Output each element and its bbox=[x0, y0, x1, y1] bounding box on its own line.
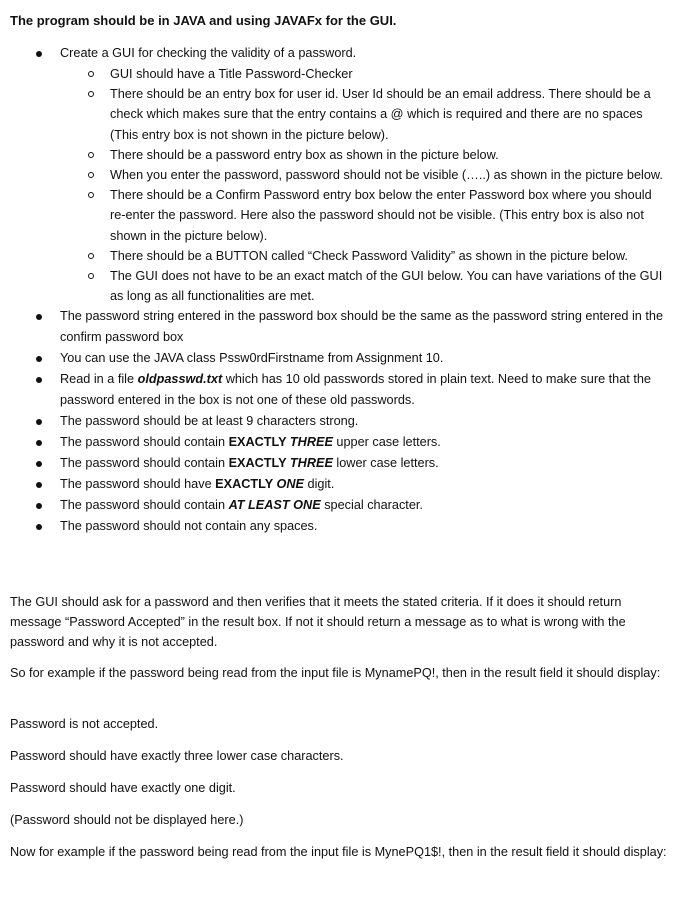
list-item bbox=[10, 43, 670, 306]
emphasis-bold-italic: ONE bbox=[276, 477, 305, 492]
sublist-item: There should be a Confirm Password entry box below the enter Password box where you should re-enter the password. Here also the password should not be visible. (This entry box is also not shown in the picture below). bbox=[10, 185, 670, 246]
paragraph-example-2: Now for example if the password being read from the input file is MynePQ1$!, then in the result field it should display: bbox=[10, 845, 667, 859]
paragraph-gui-criteria: The GUI should ask for a password and then verifies that it meets the stated criteria. If it does it should return message “Password Accepted” in the result box. If not it should return a message as to what is wrong with the password and why it is not accepted. bbox=[10, 595, 626, 649]
emphasis-bold-italic: AT LEAST ONE bbox=[228, 498, 321, 513]
list-item-text: upper case letters. bbox=[332, 435, 441, 450]
sublist-item: When you enter the password, password should not be visible (…..) as shown in the picture below. bbox=[10, 165, 670, 185]
list-item: The password string entered in the password box should be the same as the password string entered in the confirm password box bbox=[10, 306, 670, 348]
list-item-text: The password should contain bbox=[60, 435, 229, 450]
list-item-text: which has 10 old passwords stored in plain text. Need to make sure that the password entered in the box is not one of these old passwords. bbox=[60, 372, 651, 408]
gui-sublist bbox=[60, 64, 670, 306]
list-item-text: The password should contain bbox=[60, 498, 229, 513]
emphasis-bold: EXACTLY bbox=[215, 477, 277, 492]
list-item bbox=[10, 432, 670, 453]
document-heading: The program should be in JAVA and using JAVAFx for the GUI. bbox=[10, 13, 397, 28]
result-line: Password is not accepted. bbox=[10, 717, 159, 731]
sublist-item: There should be a password entry box as shown in the picture below. bbox=[10, 145, 670, 165]
emphasis-bold-italic: THREE bbox=[289, 435, 333, 450]
list-item-text: digit. bbox=[304, 477, 335, 492]
list-item bbox=[10, 453, 670, 474]
list-item-text: The password should contain bbox=[60, 456, 229, 471]
list-item-text: lower case letters. bbox=[332, 456, 439, 471]
sublist-item: The GUI does not have to be an exact match of the GUI below. You can have variations of the GUI as long as all functionalities are met. bbox=[10, 266, 670, 306]
list-item: The password should be at least 9 characters strong. bbox=[10, 411, 670, 432]
emphasis-bold: EXACTLY bbox=[228, 435, 290, 450]
list-item-text: The password should have bbox=[60, 477, 216, 492]
sublist-item: GUI should have a Title Password-Checker bbox=[10, 64, 670, 84]
sublist-item: There should be an entry box for user id. User Id should be an email address. There should be a check which makes sure that the entry contains a @ which is required and there are no spaces (This entry box is not shown in the picture below). bbox=[10, 84, 670, 145]
list-item-text: Create a GUI for checking the validity of a password. bbox=[60, 46, 357, 60]
sublist-item: There should be a BUTTON called “Check Password Validity” as shown in the picture below. bbox=[10, 246, 670, 266]
list-item bbox=[10, 369, 670, 411]
list-item-text: Read in a file bbox=[60, 372, 138, 387]
list-item-text: special character. bbox=[320, 498, 423, 513]
requirements-list bbox=[10, 43, 670, 537]
result-line: Password should have exactly one digit. bbox=[10, 781, 236, 795]
list-item bbox=[10, 474, 670, 495]
note-line: (Password should not be displayed here.) bbox=[10, 813, 244, 827]
list-item bbox=[10, 495, 670, 516]
paragraph-example-1: So for example if the password being read from the input file is MynamePQ!, then in the result field it should display: bbox=[10, 666, 661, 680]
emphasis-bold-italic: THREE bbox=[289, 456, 333, 471]
list-item: You can use the JAVA class Pssw0rdFirstname from Assignment 10. bbox=[10, 348, 670, 369]
result-line: Password should have exactly three lower case characters. bbox=[10, 749, 344, 763]
emphasis-bold: EXACTLY bbox=[228, 456, 290, 471]
filename: oldpasswd.txt bbox=[137, 372, 223, 387]
list-item: The password should not contain any spaces. bbox=[10, 516, 670, 537]
